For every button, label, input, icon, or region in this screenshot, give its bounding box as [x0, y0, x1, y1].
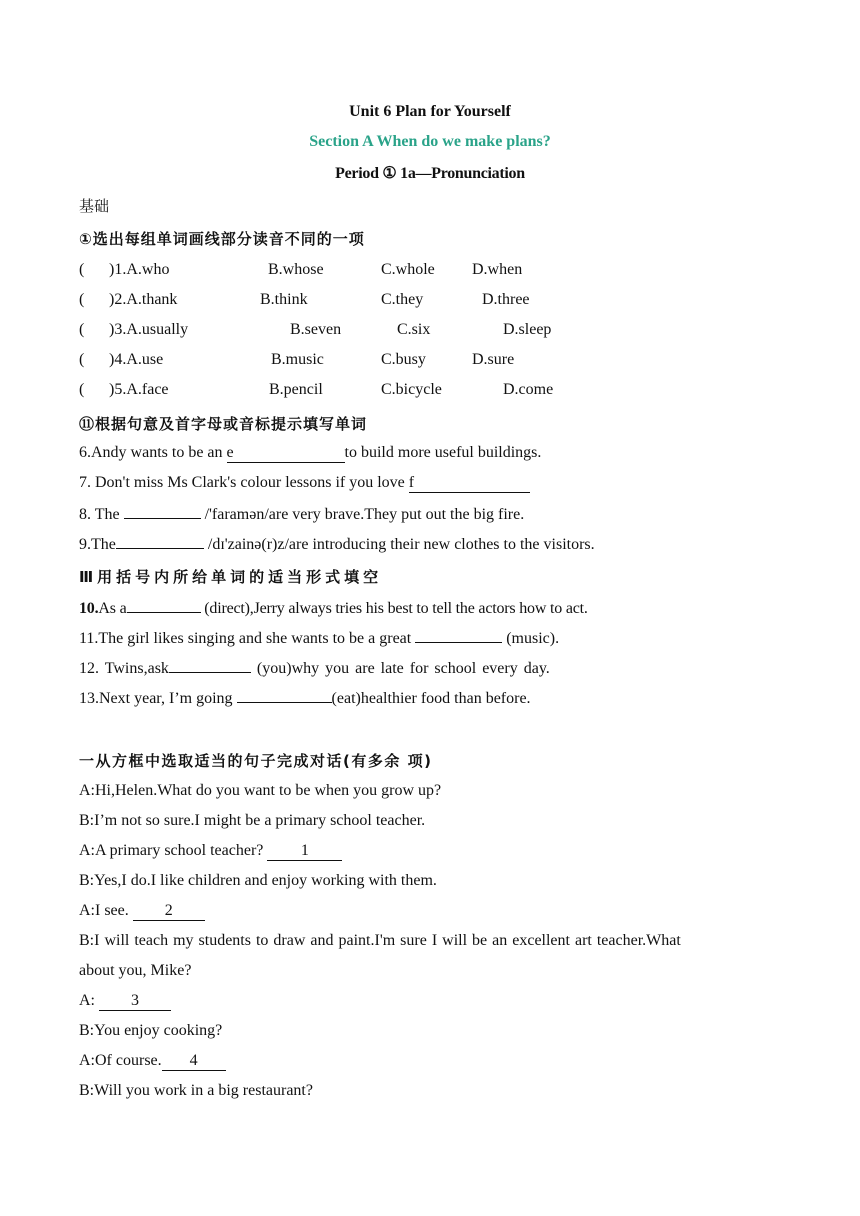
question-option-a: )4.A.use	[109, 351, 164, 368]
part4-heading: 一从方框中选取适当的句子完成对话(有多余 项)	[79, 752, 433, 770]
question-9	[79, 534, 595, 554]
level-label: 基础	[79, 197, 110, 215]
q13-text-after: (eat)healthier food than before.	[331, 690, 531, 707]
q9-text: 9.The	[79, 536, 116, 553]
option-c: C.whole	[381, 261, 435, 278]
dialogue-line-3	[79, 842, 342, 861]
answer-paren[interactable]: (	[79, 381, 85, 398]
option-d: D.when	[472, 261, 523, 278]
answer-paren[interactable]: (	[79, 351, 85, 368]
option-d: D.sleep	[503, 321, 552, 338]
blank-number: 2	[164, 902, 173, 919]
dialogue-line-6: B:I will teach my students to draw and paint.I'm sure I will be an excellent art teacher.What	[79, 932, 681, 949]
q11-text: 11.The girl likes singing and she wants to be a great	[79, 630, 416, 647]
dialogue-blank-1[interactable]	[267, 842, 342, 861]
q12-text: 12. Twins,ask	[79, 660, 169, 677]
dialogue-text: A:A primary school teacher?	[79, 842, 268, 859]
q10-number: 10.	[79, 600, 99, 617]
question-11	[79, 628, 559, 648]
blank-number: 3	[131, 992, 139, 1009]
q8-blank[interactable]	[124, 504, 201, 519]
question-option-a: )5.A.face	[109, 381, 169, 398]
q10-text-after: (direct),Jerry always tries his best to tell the actors how to act.	[200, 600, 588, 617]
section-title: Section A When do we make plans?	[309, 133, 551, 150]
q13-text: 13.Next year, I’m going	[79, 690, 237, 707]
q6-text-after: to build more useful buildings.	[344, 444, 542, 461]
dialogue-line-5	[79, 902, 205, 921]
dialogue-text: A:I see.	[79, 902, 133, 919]
q12-text-after: (you)why you are late for school every day.	[250, 660, 550, 677]
q8-text-after: /'faramən/are very brave.They put out the big fire.	[200, 506, 525, 523]
option-c: C.busy	[381, 351, 426, 368]
q13-blank[interactable]	[237, 688, 332, 703]
dialogue-text: A:	[79, 992, 99, 1009]
dialogue-blank-4[interactable]	[162, 1052, 226, 1071]
part1-heading: ①选出每组单词画线部分读音不同的一项	[79, 230, 365, 248]
answer-paren[interactable]: (	[79, 291, 85, 308]
dialogue-text: A:Of course.	[79, 1052, 162, 1069]
option-b: B.pencil	[269, 381, 323, 398]
period-title: Period ① 1a—Pronunciation	[335, 165, 525, 182]
option-b: B.whose	[268, 261, 324, 278]
q11-blank[interactable]	[415, 628, 502, 643]
option-b: B.music	[271, 351, 324, 368]
q8-text: 8. The	[79, 506, 124, 523]
option-d: D.three	[482, 291, 530, 308]
q9-blank[interactable]	[116, 534, 204, 549]
q6-text: 6.Andy wants to be an	[79, 444, 227, 461]
option-b: B.seven	[290, 321, 342, 338]
question-option-a: )2.A.thank	[109, 291, 178, 308]
option-d: D.sure	[472, 351, 515, 368]
question-10	[79, 598, 588, 618]
option-c: C.six	[397, 321, 431, 338]
q11-text-after: (music).	[502, 630, 560, 647]
part2-heading: ⑪根据句意及首字母或音标提示填写单词	[79, 415, 368, 433]
question-option-a: )3.A.usually	[109, 321, 189, 338]
q10-blank[interactable]	[127, 598, 201, 613]
part3-heading: Ⅲ用括号内所给单词的适当形式填空	[79, 568, 383, 586]
q6-initial-letter: e	[226, 444, 234, 461]
question-6	[79, 444, 541, 463]
dialogue-line-10	[79, 1052, 226, 1071]
dialogue-line-2: B:I’m not so sure.I might be a primary school teacher.	[79, 812, 426, 829]
dialogue-line-11: B:Will you work in a big restaurant?	[79, 1082, 313, 1099]
dialogue-line-8	[79, 992, 171, 1011]
document-title: Unit 6 Plan for Yourself	[349, 103, 511, 120]
question-12	[79, 658, 550, 678]
question-option-a: )1.A.who	[109, 261, 170, 278]
blank-number: 4	[189, 1052, 198, 1069]
dialogue-blank-3[interactable]	[99, 992, 171, 1011]
option-b: B.think	[260, 291, 308, 308]
option-c: C.bicycle	[381, 381, 442, 398]
option-d: D.come	[503, 381, 554, 398]
dialogue-line-9: B:You enjoy cooking?	[79, 1022, 223, 1039]
question-7	[79, 474, 530, 493]
q10-text: As a	[98, 600, 127, 617]
option-c: C.they	[381, 291, 424, 308]
blank-number: 1	[300, 842, 309, 859]
dialogue-line-1: A:Hi,Helen.What do you want to be when you grow up?	[79, 782, 442, 799]
dialogue-line-7: about you, Mike?	[79, 962, 192, 979]
q9-text-after: /dɪ'zainə(r)z/are introducing their new clothes to the visitors.	[203, 536, 595, 553]
dialogue-line-4: B:Yes,I do.I like children and enjoy working with them.	[79, 872, 437, 889]
q7-initial-letter: f	[408, 474, 415, 491]
question-13	[79, 688, 531, 708]
q7-text: 7. Don't miss Ms Clark's colour lessons if you love	[79, 474, 409, 491]
q6-blank[interactable]	[227, 444, 345, 463]
q7-blank[interactable]	[409, 474, 530, 493]
q12-blank[interactable]	[169, 658, 251, 673]
answer-paren[interactable]: (	[79, 261, 85, 278]
dialogue-blank-2[interactable]	[133, 902, 205, 921]
answer-paren[interactable]: (	[79, 321, 85, 338]
question-8	[79, 504, 524, 524]
